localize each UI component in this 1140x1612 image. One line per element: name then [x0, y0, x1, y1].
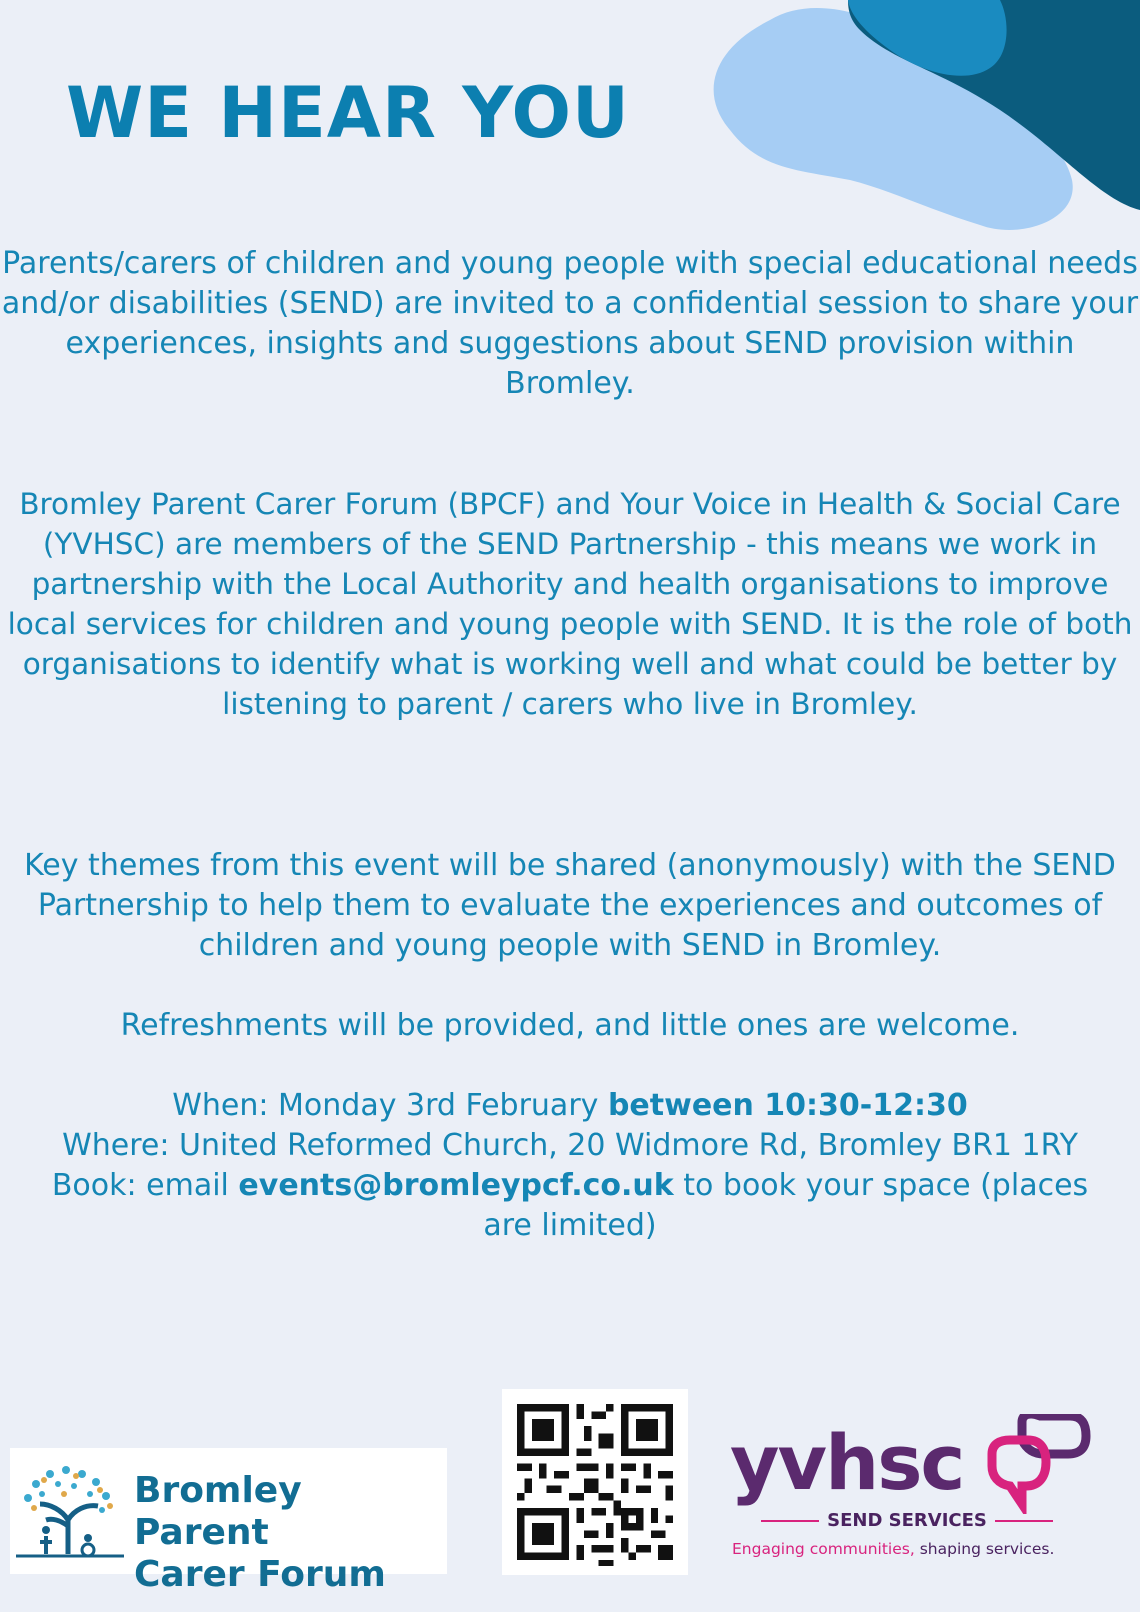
partnership-paragraph: Bromley Parent Carer Forum (BPCF) and Your Voice in Health & Social Care (YVHSC) are members of the SEND Partnership - this means we work in partnership with the Local Authority and health organisations to improve local services for children and young people with SEND. It is the role of both organisations to identify what is working well and what could be better by listening to parent / carers who live in Bromley. [7, 487, 1133, 721]
decorative-blobs [700, 0, 1140, 240]
page-title: WE HEAR YOU [66, 72, 630, 154]
event-details [0, 1086, 1140, 1246]
yvhsc-logo [730, 1418, 1110, 1578]
divider-left [761, 1520, 819, 1522]
book-suffix: to book your space (places are limited) [483, 1168, 1089, 1243]
bpcf-name-line2: Carer Forum [134, 1554, 386, 1595]
divider-right [995, 1520, 1053, 1522]
bpcf-name [134, 1470, 447, 1596]
refreshments-paragraph: Refreshments will be provided, and little ones are welcome. [120, 1008, 1020, 1043]
bpcf-name-line1: Bromley Parent [134, 1470, 302, 1553]
qr-code-icon [502, 1389, 688, 1575]
book-line [0, 1166, 1140, 1246]
intro-paragraph: Parents/carers of children and young people with special educational needs and/or disabilities (SEND) are invited to a confidential session to share your experiences, insights and suggestions about SEND provision within Bromley. [1, 246, 1139, 401]
when-line [0, 1086, 1140, 1126]
qr-code[interactable] [502, 1389, 688, 1575]
yvhsc-wordmark: yvhsc [730, 1418, 964, 1507]
tagline-part-b: shaping services. [914, 1540, 1055, 1558]
speech-bubble-icon [982, 1414, 1092, 1514]
yvhsc-send-services [742, 1510, 1072, 1531]
yvhsc-subtitle: SEND SERVICES [827, 1510, 987, 1531]
when-time: between 10:30-12:30 [607, 1088, 968, 1123]
themes-paragraph: Key themes from this event will be shared (anonymously) with the SEND Partnership to help them to evaluate the experiences and outcomes of children and young people with SEND in Bromley. [24, 848, 1116, 963]
bpcf-logo [10, 1448, 447, 1595]
tagline-part-a: Engaging communities, [732, 1540, 915, 1558]
book-text: Book: email [51, 1168, 239, 1203]
tree-logo-icon [16, 1464, 126, 1560]
yvhsc-tagline [732, 1540, 1054, 1558]
where-line: Where: United Reformed Church, 20 Widmore Rd, Bromley BR1 1RY [62, 1128, 1078, 1163]
book-email-link[interactable]: events@bromleypcf.co.uk [238, 1168, 674, 1203]
when-text: When: Monday 3rd February [172, 1088, 608, 1123]
